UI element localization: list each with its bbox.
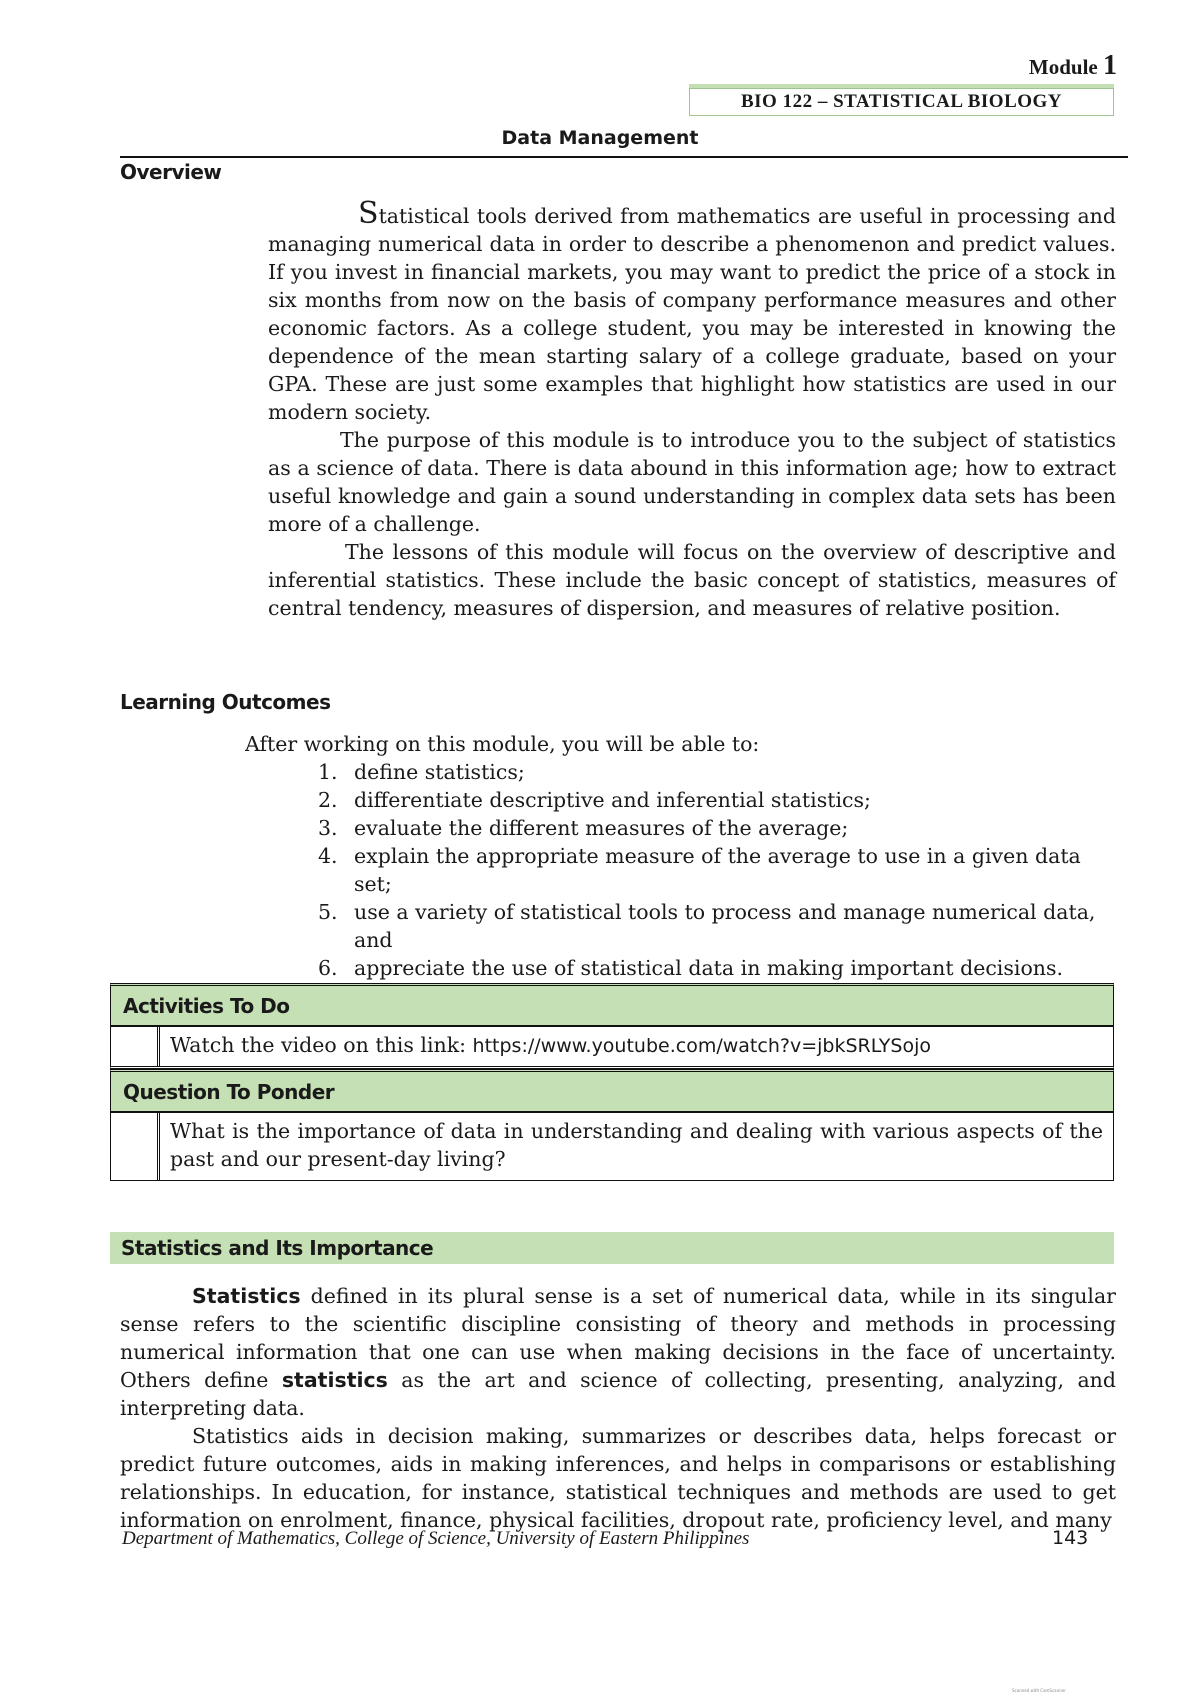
outcome-item: [318, 954, 1118, 982]
outcome-item: [318, 786, 1118, 814]
outcome-text: differentiate descriptive and inferential statistics;: [354, 788, 871, 812]
outcome-text: use a variety of statistical tools to process and manage numerical data, and: [354, 900, 1096, 952]
overview-paragraph-1: [268, 196, 1116, 426]
importance-paragraph-1-a: defined in its plural sense is a set of numerical data, while in its singular sense refers to the scientific discipline consisting of theory and methods in processing numerical information that one can use when making decisions in the face of uncertainty. Others define: [120, 1284, 1116, 1392]
question-row-spacer: [111, 1113, 160, 1180]
importance-heading: Statistics and Its Importance: [110, 1232, 1114, 1264]
outcome-number: 3.: [318, 816, 338, 840]
learning-outcomes-list: [318, 758, 1118, 982]
outcome-item: [318, 842, 1118, 898]
outcome-item: [318, 814, 1118, 842]
activities-heading: Activities To Do: [110, 983, 1114, 1027]
module-label: [1029, 50, 1117, 82]
outcome-number: 5.: [318, 900, 338, 924]
page-number: 143: [1052, 1527, 1089, 1549]
video-link[interactable]: https://www.youtube.com/watch?v=jbkSRLYSojo: [472, 1035, 931, 1057]
scan-watermark: Scanned with CamScanner: [1012, 1688, 1066, 1693]
learning-outcomes-intro: After working on this module, you will be able to:: [245, 732, 760, 756]
outcome-number: 1.: [318, 760, 338, 784]
outcome-text: appreciate the use of statistical data in making important decisions.: [354, 956, 1064, 980]
importance-paragraph-2: Statistics aids in decision making, summarizes or describes data, helps forecast or predict future outcomes, aids in making inferences, and helps in comparisons or establishing relationships. In education, for instance, statistical techniques and methods are used to get information on enrolment, finance, physical facilities, dropout rate, proficiency level, and many: [120, 1424, 1116, 1532]
overview-paragraph-2: The purpose of this module is to introduce you to the subject of statistics as a science of data. There is data abound in this information age; how to extract useful knowledge and gain a sound understanding in complex data sets has been more of a challenge.: [268, 428, 1116, 536]
document-title: Data Management: [501, 127, 699, 149]
outcome-text: evaluate the different measures of the average;: [354, 816, 849, 840]
footer-department: Department of Mathematics, College of Science, University of Eastern Philippines: [122, 1528, 750, 1549]
outcome-number: 2.: [318, 788, 338, 812]
importance-paragraph-1: [120, 1282, 1116, 1422]
question-heading: Question To Ponder: [110, 1069, 1114, 1113]
module-word: Module: [1028, 55, 1098, 79]
drop-cap: S: [358, 196, 379, 231]
importance-paragraph-1-b: as the art and science of collecting, presenting, analyzing, and interpreting data.: [120, 1368, 1116, 1420]
module-number: 1: [1103, 50, 1117, 81]
header-rule: [120, 156, 1128, 158]
term-statistics: Statistics: [192, 1284, 301, 1308]
outcome-item: [318, 758, 1118, 786]
course-title: BIO 122 – STATISTICAL BIOLOGY: [740, 91, 1063, 112]
importance-body: [120, 1282, 1116, 1534]
overview-heading: Overview: [120, 160, 222, 184]
course-title-box: [689, 88, 1114, 116]
overview-body: [268, 196, 1116, 622]
activities-text: [160, 1027, 941, 1066]
term-statistics-2: statistics: [281, 1368, 388, 1392]
overview-paragraph-1-text: tatistical tools derived from mathematics are useful in processing and managing numerical data in order to describe a phenomenon and predict values. If you invest in financial markets, you may want to predict the price of a stock in six months from now on the basis of company performance measures and other economic factors. As a college student, you may be interested in knowing the dependence of the mean starting salary of a college graduate, based on your GPA. These are just some examples that highlight how statistics are used in our modern society.: [268, 204, 1116, 424]
outcome-number: 6.: [318, 956, 338, 980]
outcome-text: define statistics;: [354, 760, 525, 784]
activities-text-prefix: Watch the video on this link:: [170, 1033, 473, 1057]
outcome-item: [318, 898, 1118, 954]
outcome-text: explain the appropriate measure of the average to use in a given data set;: [354, 844, 1081, 896]
question-row: [110, 1113, 1114, 1181]
activities-row-spacer: [111, 1027, 160, 1066]
outcome-number: 4.: [318, 844, 338, 868]
question-text: What is the importance of data in understanding and dealing with various aspects of the past and our present-day living?: [170, 1119, 1103, 1171]
learning-outcomes-heading: Learning Outcomes: [120, 690, 331, 714]
overview-paragraph-3: The lessons of this module will focus on the overview of descriptive and inferential statistics. These include the basic concept of statistics, measures of central tendency, measures of dispersion, and measures of relative position.: [268, 540, 1116, 620]
activities-table: [110, 983, 1114, 1181]
activities-row: [110, 1027, 1114, 1069]
